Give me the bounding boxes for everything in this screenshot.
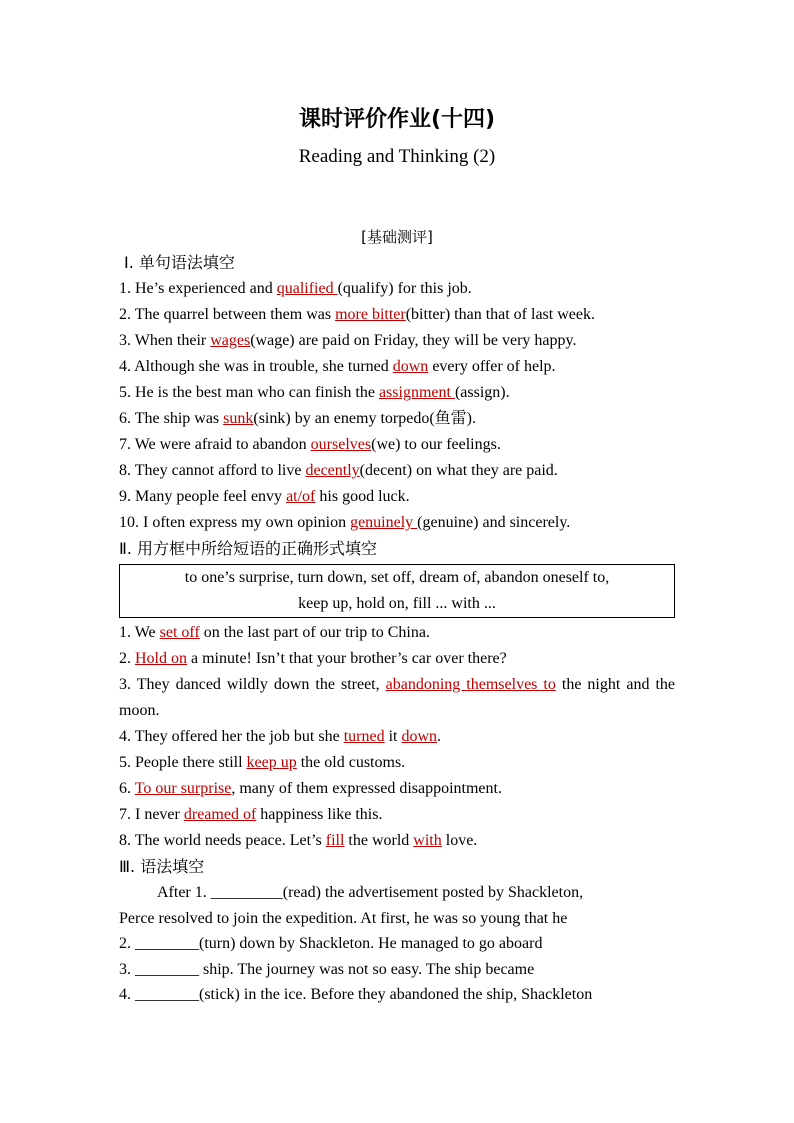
answer-text: down	[401, 728, 438, 745]
exercise-item	[119, 406, 675, 432]
answer-text: sunk	[223, 410, 254, 427]
phrase-box-line: to one’s surprise, turn down, set off, dream of, abandon oneself to,	[184, 569, 610, 586]
item-text: 8. They cannot afford to live	[119, 462, 306, 479]
answer-text: wages	[210, 332, 251, 349]
item-text: (genuine) and sincerely.	[417, 514, 571, 531]
item-text: the night and the moon.	[119, 676, 676, 719]
section1-list	[119, 276, 675, 536]
item-text: (wage) are paid on Friday, they will be very happy.	[250, 332, 577, 349]
exercise-item	[119, 802, 675, 828]
item-text: every offer of help.	[428, 358, 556, 375]
answer-text: keep up	[246, 754, 297, 771]
item-text: 10. I often express my own opinion	[119, 514, 351, 531]
answer-text: dreamed of	[183, 806, 257, 823]
item-text: 2.	[119, 650, 135, 667]
exercise-item	[119, 276, 675, 302]
exercise-item	[119, 510, 675, 536]
item-text: (assign).	[454, 384, 510, 401]
answer-text: decently	[305, 462, 360, 479]
page-subtitle: Reading and Thinking (2)	[298, 146, 496, 167]
item-text: 9. Many people feel envy	[119, 488, 287, 505]
passage	[119, 880, 675, 1008]
worksheet-body	[119, 250, 675, 1008]
exercise-item	[119, 328, 675, 354]
item-text: 1. He’s experienced and	[119, 280, 277, 297]
exercise-item	[119, 776, 675, 802]
answer-text: down	[392, 358, 429, 375]
answer-text: with	[413, 832, 442, 849]
item-text: .	[437, 728, 442, 745]
exercise-item	[119, 672, 675, 724]
passage-line: 4. ________(stick) in the ice. Before they abandoned the ship, Shackleton	[119, 986, 593, 1003]
answer-text: To our surprise	[134, 780, 232, 797]
item-text: , many of them expressed disappointment.	[231, 780, 502, 797]
answer-text: at/of	[286, 488, 316, 505]
item-text: 4. They offered her the job but she	[119, 728, 344, 745]
answer-text: qualified	[276, 280, 338, 297]
passage-line: Perce resolved to join the expedition. At first, he was so young that he	[119, 909, 568, 927]
answer-text: ourselves	[310, 436, 372, 453]
exercise-item	[119, 458, 675, 484]
item-text: 8. The world needs peace. Let’s	[119, 832, 326, 849]
exercise-item	[119, 646, 675, 672]
item-text: (bitter) than that of last week.	[405, 306, 595, 323]
item-text: 2. The quarrel between them was	[119, 306, 336, 323]
exercise-item	[119, 724, 675, 750]
answer-text: genuinely	[350, 514, 418, 531]
answer-text: set off	[159, 624, 200, 641]
item-text: on the last part of our trip to China.	[199, 624, 430, 641]
exercise-item	[119, 750, 675, 776]
item-text: 7. We were afraid to abandon	[119, 436, 311, 453]
item-text: his good luck.	[315, 488, 410, 505]
item-text: love.	[441, 832, 478, 849]
section3-heading: Ⅲ. 语法填空	[119, 857, 205, 876]
item-text: a minute! Isn’t that your brother’s car over there?	[187, 650, 507, 667]
item-text: 6. The ship was	[119, 410, 224, 427]
passage-line: After 1. _________(read) the advertisement posted by Shackleton,	[157, 884, 584, 901]
exercise-item	[119, 354, 675, 380]
item-text: (qualify) for this job.	[337, 280, 472, 297]
exercise-item	[119, 620, 675, 646]
section-tag: [基础测评]	[361, 228, 433, 246]
exercise-item	[119, 432, 675, 458]
phrase-box-line: keep up, hold on, fill ... with ...	[298, 595, 496, 612]
page-title: 课时评价作业(十四)	[298, 107, 496, 132]
item-text: 6.	[119, 780, 135, 797]
section2-list	[119, 620, 675, 854]
item-text: (we) to our feelings.	[371, 436, 501, 453]
item-text: 7. I never	[119, 806, 184, 823]
section1-heading: Ⅰ. 单句语法填空	[124, 253, 235, 272]
item-text: happiness like this.	[256, 806, 383, 823]
item-text: (sink) by an enemy torpedo(鱼雷).	[253, 410, 476, 427]
answer-text: Hold on	[135, 650, 187, 667]
item-text: it	[384, 728, 402, 745]
exercise-item	[119, 380, 675, 406]
exercise-item	[119, 828, 675, 854]
answer-text: turned	[343, 728, 385, 745]
answer-text: assignment	[378, 384, 455, 401]
exercise-item	[119, 484, 675, 510]
item-text: the world	[344, 832, 414, 849]
item-text: 4. Although she was in trouble, she turned	[119, 358, 393, 375]
phrase-box	[119, 564, 675, 618]
item-text: 3. They danced wildly down the street,	[119, 676, 386, 693]
section2-heading: Ⅱ. 用方框中所给短语的正确形式填空	[119, 539, 378, 558]
item-text: (decent) on what they are paid.	[359, 462, 558, 479]
answer-text: abandoning themselves to	[385, 676, 556, 693]
item-text: 5. He is the best man who can finish the	[119, 384, 379, 401]
exercise-item	[119, 302, 675, 328]
passage-line: 3. ________ ship. The journey was not so easy. The ship became	[119, 960, 535, 978]
answer-text: fill	[325, 832, 345, 849]
item-text: the old customs.	[296, 754, 406, 771]
passage-line: 2. ________(turn) down by Shackleton. He managed to go aboard	[119, 935, 543, 952]
item-text: 3. When their	[119, 332, 211, 349]
item-text: 1. We	[119, 624, 160, 641]
answer-text: more bitter	[335, 306, 406, 323]
item-text: 5. People there still	[119, 754, 247, 771]
